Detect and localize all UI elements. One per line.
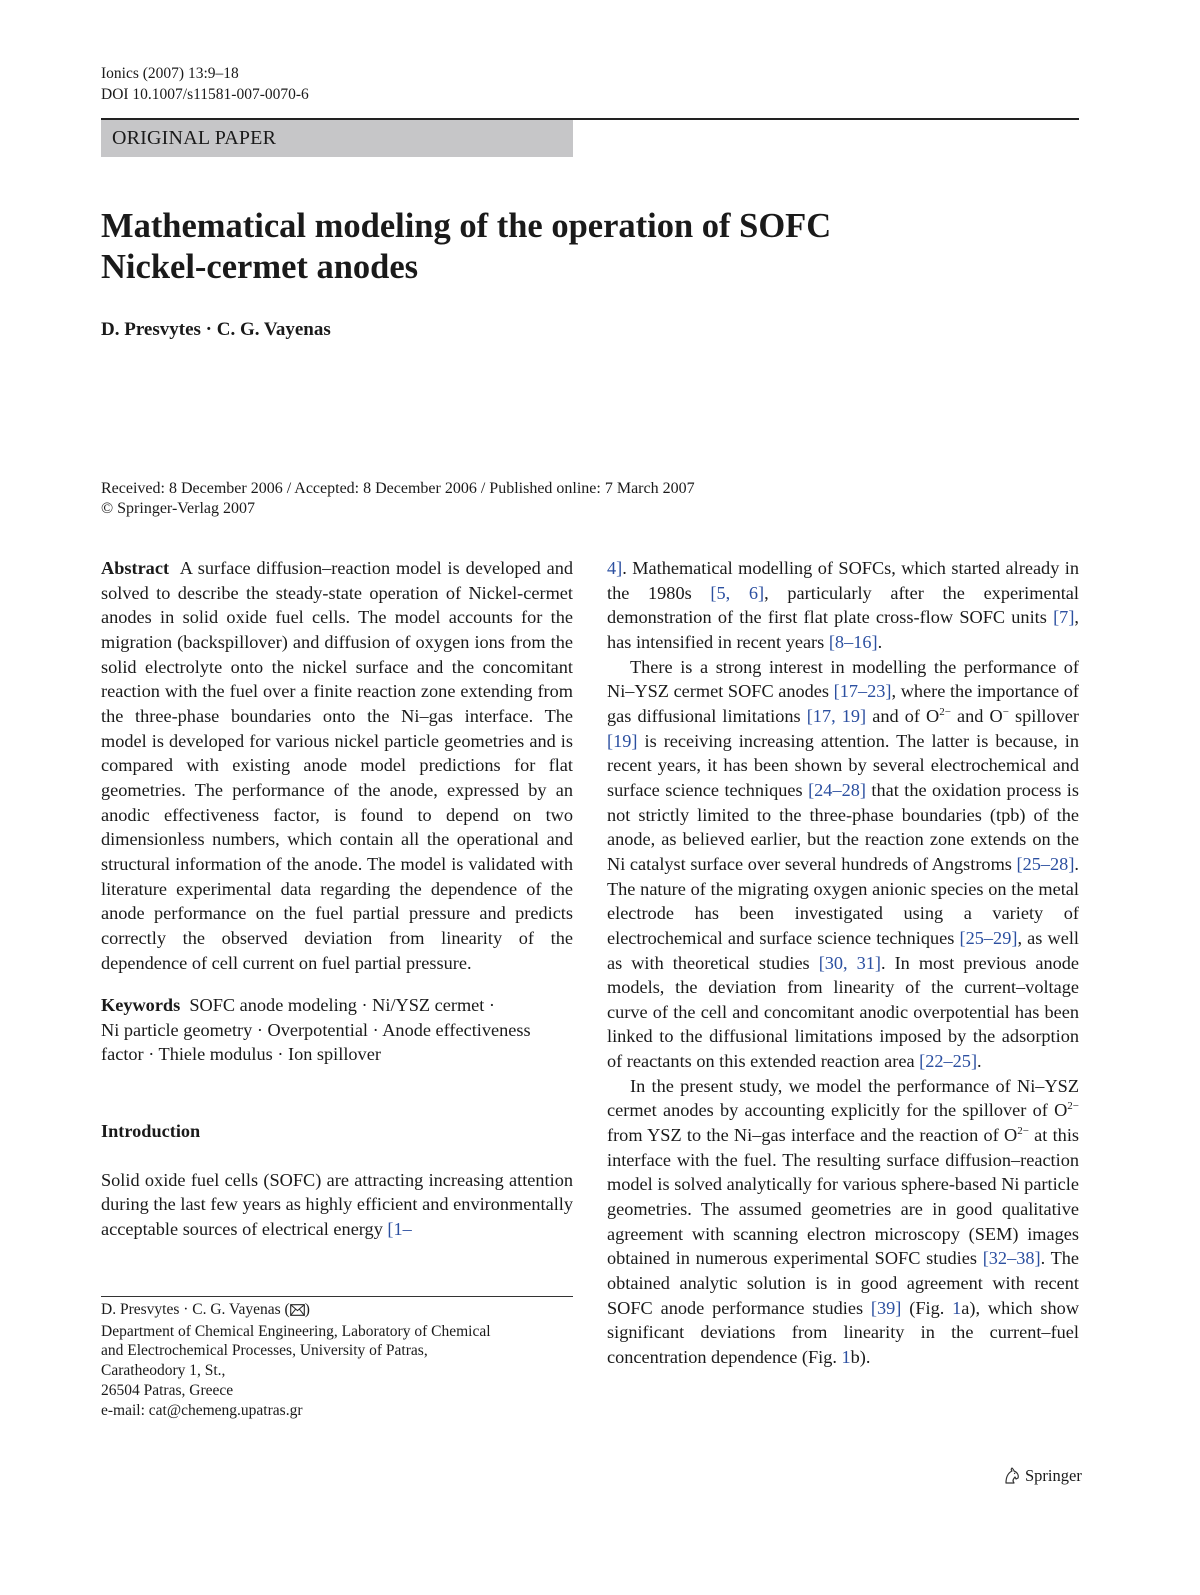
keywords <box>101 993 573 1067</box>
figure-link[interactable]: 1 <box>841 1347 851 1367</box>
copyright: © Springer-Verlag 2007 <box>101 500 256 517</box>
citation-link[interactable]: [19] <box>607 730 638 751</box>
authors: D. Presvytes · C. G. Vayenas <box>101 319 331 340</box>
superscript: 2− <box>939 705 951 718</box>
affiliation-authors: D. Presvytes · C. G. Vayenas ( ) <box>101 1300 491 1322</box>
keywords-line-2: Ni particle geometry · Overpotential · Anode effectiveness <box>101 1019 531 1040</box>
citation-link[interactable]: [17–23] <box>833 681 892 702</box>
superscript: − <box>1002 705 1009 718</box>
intro-paragraph-2: There is a strong interest in modelling the performance of Ni–YSZ cermet SOFC anodes [17–23], where the importance of gas diffusional limitations [17, 19] and of $O^{2-}$ and O− spillover [19] is receiving increasing attention. The latter is because, in recent years, it has been shown by several electrochemical and surface science techniques [24–28] that the oxidation process is not strictly limited to the three-phase boundaries (tpb) of the anode, as believed earlier, but the reaction zone extends on the Ni catalyst surface over several hundreds of Angstroms [25–28]. The nature of the migrating oxygen anionic species on the metal electrode has been investigated using a variety of electrochemical and surface science techniques [25–29], as well as with theoretical studies [30, 31]. In most previous anode models, the deviation from linearity of the current–voltage curve of the cell and concomitant anodic overpotential has been linked to the diffusional limitations imposed by the adsorption of reactants on this extended reaction area [22–25]. <box>607 656 1080 1072</box>
affiliation-email[interactable]: e-mail: cat@chemeng.upatras.gr <box>101 1401 303 1419</box>
abstract-label: Abstract <box>101 558 170 578</box>
citation-link[interactable]: [30, 31] <box>818 952 882 973</box>
citation-link[interactable]: [39] <box>870 1297 902 1318</box>
intro-paragraph-1: 4]. Mathematical modelling of SOFCs, which started already in the 1980s [5, 6], particularly after the experimental demonstration of the first flat plate cross-flow SOFC units [7], has intensified in recent years [8–16]. <box>607 558 1079 652</box>
intro-paragraph-3: In the present study, we model the performance of Ni–YSZ cermet anodes by accounting explicitly for the spillover of $O^{2-}$ from YSZ to the Ni–gas interface and the reaction of $O^{2-}$ at this interface with the fuel. The resulting surface diffusion–reaction model is solved analytically for various sphere-based Ni particle geometries. The assumed geometries are in good qualitative agreement with scanning electron microscopy (SEM) images obtained in numerous experimental SOFC studies [32–38]. The obtained analytic solution is in good agreement with recent SOFC anode performance studies [39] (Fig. 1a), which show significant deviations from linearity in the current–fuel concentration dependence (Fig. 1b). <box>607 1075 1080 1367</box>
publication-dates <box>101 479 695 519</box>
citation-link[interactable]: [22–25] <box>919 1051 978 1072</box>
citation-link[interactable]: [25–29] <box>959 927 1018 948</box>
affiliation-line-1: Department of Chemical Engineering, Laboratory of Chemical <box>101 1322 491 1340</box>
citation-link[interactable]: [24–28] <box>808 779 866 800</box>
publisher-name: Springer <box>1025 1466 1082 1485</box>
affiliation-line-4: 26504 Patras, Greece <box>101 1381 234 1399</box>
section-badge: ORIGINAL PAPER <box>101 120 573 157</box>
keywords-line-3: factor · Thiele modulus · Ion spillover <box>101 1044 381 1065</box>
abstract <box>101 556 573 975</box>
intro-paragraph-left <box>101 1168 573 1242</box>
figure-link[interactable]: 1 <box>952 1297 962 1318</box>
received-dates: Received: 8 December 2006 / Accepted: 8 December 2006 / Published online: 7 March 2007 <box>101 480 695 497</box>
affiliation-line-3: Caratheodory 1, St., <box>101 1362 226 1380</box>
publisher-logo <box>1003 1466 1082 1486</box>
intro-text-left: Solid oxide fuel cells (SOFC) are attracting increasing attention during the last few years as highly efficient and environmentally acceptable sources of electrical energy <box>101 1169 573 1240</box>
citation-link[interactable]: [25–28] <box>1016 853 1075 874</box>
affiliation-line-2: and Electrochemical Processes, University of Patras, <box>101 1342 428 1360</box>
envelope-icon[interactable] <box>290 1302 305 1322</box>
title-line-2: Nickel-cermet anodes <box>101 248 419 286</box>
citation-link[interactable]: [1– <box>387 1219 412 1240</box>
citation-link[interactable]: [17, 19] <box>806 705 867 726</box>
citation-link[interactable]: 4] <box>607 558 623 578</box>
journal-header <box>101 63 309 105</box>
superscript: 2− <box>1017 1125 1029 1138</box>
keywords-label: Keywords <box>101 995 181 1016</box>
citation-link[interactable]: [5, 6] <box>710 582 765 603</box>
footnote-rule <box>101 1296 573 1297</box>
right-column <box>607 556 1079 1370</box>
left-column <box>101 556 573 1242</box>
introduction-heading: Introduction <box>101 1121 201 1142</box>
citation-link[interactable]: [8–16] <box>828 631 878 652</box>
affiliation-footnote <box>101 1300 491 1420</box>
springer-horse-icon <box>1003 1467 1021 1485</box>
title-line-1: Mathematical modeling of the operation of SOFC <box>101 207 832 245</box>
journal-citation: Ionics (2007) 13:9–18 <box>101 65 239 82</box>
abstract-text: A surface diffusion–reaction model is developed and solved to describe the steady-state operation of Nickel-cermet anodes in solid oxide fuel cells. The model accounts for the migration (backspillover) and diffusion of oxygen ions from the solid electrolyte onto the nickel surface and the concomitant reaction with the fuel over a finite reaction zone extending from the three-phase boundaries onto the Ni–gas interface. The model is developed for various nickel particle geometries and is compared with existing anode model predictions for flat geometries. The performance of the anode, expressed by an anodic effectiveness factor, is found to depend on two dimensionless numbers, which contain all the operational and structural information of the anode. The model is validated with literature experimental data regarding the dependence of the anode performance on the fuel partial pressure and predicts correctly the observed deviation from linearity of the dependence of cell current on fuel partial pressure. <box>101 558 573 973</box>
superscript: 2− <box>1067 1100 1079 1113</box>
doi: DOI 10.1007/s11581-007-0070-6 <box>101 86 309 103</box>
keywords-line-1: SOFC anode modeling · Ni/YSZ cermet · <box>189 995 496 1016</box>
citation-link[interactable]: [32–38] <box>982 1248 1041 1269</box>
paper-title <box>101 206 1001 288</box>
citation-link[interactable]: [7] <box>1053 607 1075 628</box>
